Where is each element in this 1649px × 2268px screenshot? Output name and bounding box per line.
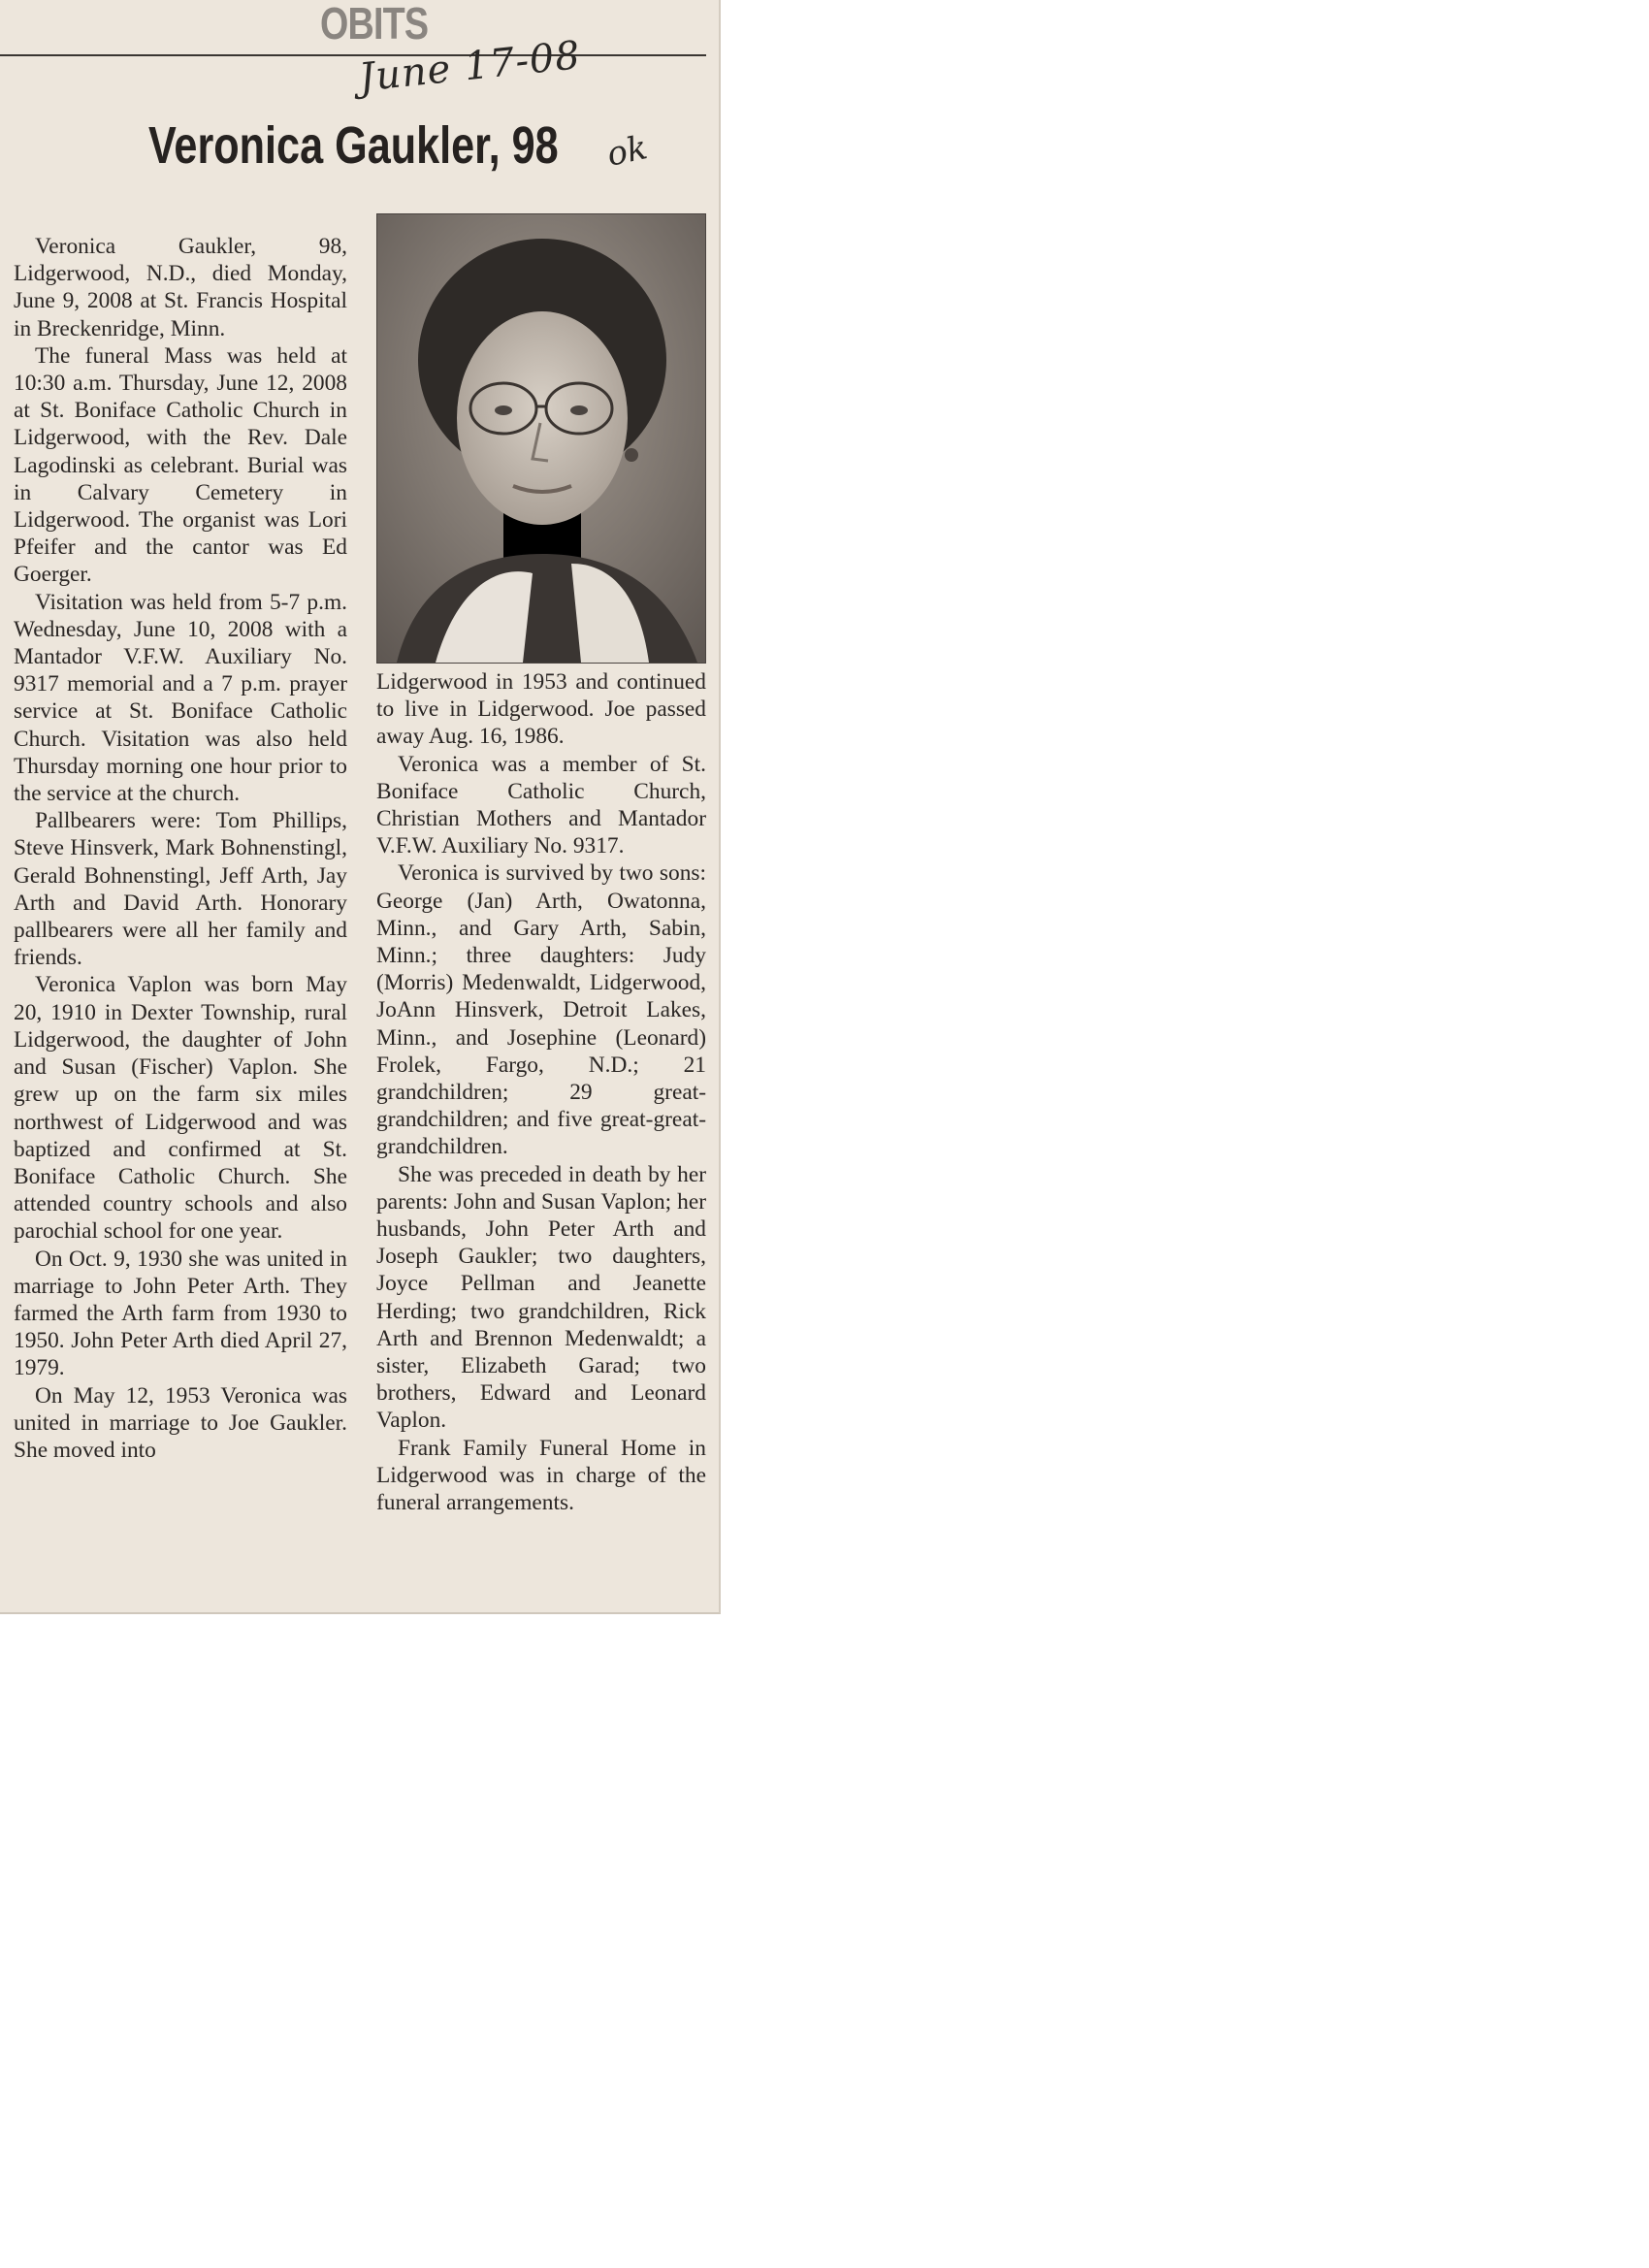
handwritten-date: June 17-08 bbox=[357, 33, 583, 101]
paragraph: Pallbearers were: Tom Phillips, Steve Hinsverk, Mark Bohnenstingl, Gerald Bohnenstingl, Jeff Arth, Jay Arth and David Arth. Honorary pallbearers were all her family and friends. bbox=[14, 808, 347, 971]
portrait-illustration bbox=[377, 214, 705, 663]
portrait-photo bbox=[376, 213, 706, 664]
newspaper-clipping bbox=[0, 0, 721, 1614]
paragraph: She was preceded in death by her parents: John and Susan Vaplon; her husbands, John Peter Arth and Joseph Gaukler; two daughters, Joyce Pellman and Jeanette Herding; two grandchildren, Rick Arth and Brennon Medenwaldt; a sister, Elizabeth Garad; two brothers, Edward and Leonard Vaplon. bbox=[376, 1161, 706, 1434]
paragraph: Lidgerwood in 1953 and continued to live in Lidgerwood. Joe passed away Aug. 16, 1986. bbox=[376, 669, 706, 750]
right-column bbox=[376, 668, 706, 1516]
paragraph: The funeral Mass was held at 10:30 a.m. Thursday, June 12, 2008 at St. Boniface Catholic Church in Lidgerwood, with the Rev. Dale Lagodinski as celebrant. Burial was in Calvary Cemetery in Lidgerwood. The organist was Lori Pfeifer and the cantor was Ed Goerger. bbox=[14, 342, 347, 588]
paragraph: Veronica Gaukler, 98, Lidgerwood, N.D., died Monday, June 9, 2008 at St. Francis Hospital in Breckenridge, Minn. bbox=[14, 234, 347, 341]
paragraph: Visitation was held from 5-7 p.m. Wednesday, June 10, 2008 with a Mantador V.F.W. Auxiliary No. 9317 memorial and a 7 p.m. prayer service at St. Boniface Catholic Church. Visitation was also held Thursday morning one hour prior to the service at the church. bbox=[14, 589, 347, 807]
paragraph: Veronica Vaplon was born May 20, 1910 in Dexter Township, rural Lidgerwood, the daughter of John and Susan (Fischer) Vaplon. She grew up on the farm six miles northwest of Lidgerwood and was baptized and confirmed at St. Boniface Catholic Church. She attended country schools and also parochial school for one year. bbox=[14, 972, 347, 1245]
obituary-headline: Veronica Gaukler, 98 bbox=[148, 116, 559, 175]
left-column bbox=[14, 233, 347, 1464]
paragraph: On Oct. 9, 1930 she was united in marriage to John Peter Arth. They farmed the Arth farm from 1930 to 1950. John Peter Arth died April 27, 1979. bbox=[14, 1246, 347, 1381]
section-heading: OBITS bbox=[320, 0, 429, 49]
paragraph: Veronica was a member of St. Boniface Catholic Church, Christian Mothers and Mantador V.F.W. Auxiliary No. 9317. bbox=[376, 751, 706, 859]
paragraph: Veronica is survived by two sons: George (Jan) Arth, Owatonna, Minn., and Gary Arth, Sabin, Minn.; three daughters: Judy (Morris) Medenwaldt, Lidgerwood, JoAnn Hinsverk, Detroit Lakes, Minn., and Josephine (Leonard) Frolek, Fargo, N.D.; 21 grandchildren; 29 great-grandchildren; and five great-great-grandchildren. bbox=[376, 860, 706, 1160]
paragraph: Frank Family Funeral Home in Lidgerwood was in charge of the funeral arrangements. bbox=[376, 1435, 706, 1516]
paragraph: On May 12, 1953 Veronica was united in marriage to Joe Gaukler. She moved into bbox=[14, 1382, 347, 1463]
handwritten-mark: ok bbox=[603, 128, 651, 175]
header-rule bbox=[0, 54, 706, 56]
